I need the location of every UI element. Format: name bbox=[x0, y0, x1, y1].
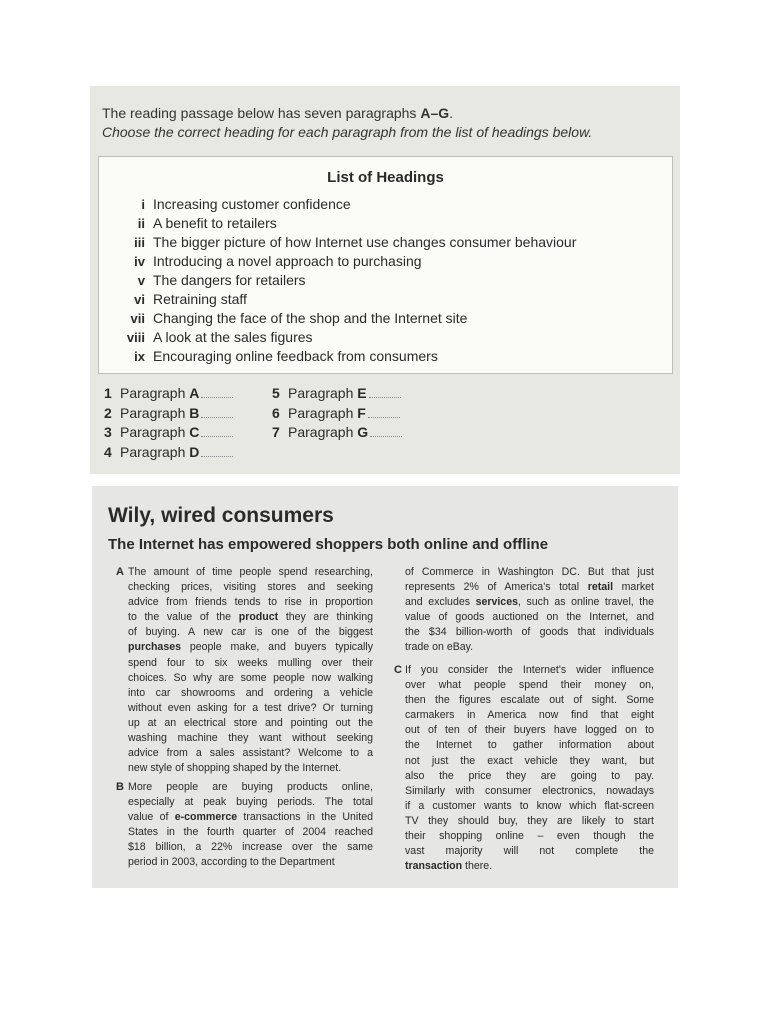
instruction-text: The reading passage below has seven paragraphs bbox=[102, 105, 421, 121]
article-panel bbox=[92, 486, 678, 888]
question-number: 5 bbox=[272, 385, 280, 401]
question-item bbox=[104, 423, 233, 442]
text-line bbox=[128, 686, 373, 701]
heading-item bbox=[109, 252, 422, 271]
paragraph-letter: F bbox=[357, 404, 366, 421]
text-line bbox=[128, 840, 373, 855]
text-line bbox=[128, 610, 373, 625]
question-number: 6 bbox=[272, 404, 280, 421]
heading-numeral: ix bbox=[134, 349, 145, 364]
question-item bbox=[104, 384, 233, 403]
question-number: 3 bbox=[104, 424, 112, 440]
text-run: they are thinking bbox=[278, 611, 373, 624]
instruction-period: . bbox=[449, 105, 454, 121]
text-run: washing machine they want without seeking bbox=[128, 732, 373, 745]
text-line bbox=[128, 625, 373, 640]
question-item bbox=[272, 404, 400, 423]
answer-blank[interactable] bbox=[368, 405, 400, 418]
text-run: of buying. A new car is one of the biggest bbox=[128, 626, 373, 639]
text-line bbox=[128, 825, 373, 840]
text-run: not just the exact vehicle they want, but bbox=[405, 754, 654, 767]
heading-item bbox=[109, 347, 438, 366]
question-label: Paragraph bbox=[120, 424, 190, 440]
text-line bbox=[128, 565, 373, 580]
text-run: checking prices, visiting stores and seeking bbox=[128, 581, 373, 594]
key-term: purchases bbox=[128, 641, 181, 654]
text-run: and excludes bbox=[405, 596, 476, 609]
text-line bbox=[405, 799, 654, 814]
answer-blank[interactable] bbox=[369, 385, 401, 398]
text-run: especially at peak buying periods. The total bbox=[128, 796, 373, 809]
text-run: vast majority will not complete the bbox=[405, 845, 654, 858]
text-run: over what people spend their money on, bbox=[405, 679, 654, 692]
text-line bbox=[128, 746, 373, 761]
text-line bbox=[405, 844, 654, 859]
answer-blank[interactable] bbox=[201, 424, 233, 437]
text-run: market bbox=[613, 581, 654, 594]
text-run: new style of shopping shaped by the Internet. bbox=[128, 762, 342, 775]
question-number: 4 bbox=[104, 443, 112, 460]
paragraph-letter: C bbox=[189, 424, 200, 440]
text-run: into car showrooms and ordering a vehicle bbox=[128, 686, 373, 699]
heading-numeral: viii bbox=[126, 330, 145, 345]
text-run: then the figures escalate out of sight. Some bbox=[405, 694, 654, 707]
text-run: carmakers in America now find that eight bbox=[405, 709, 654, 722]
heading-text: Retraining staff bbox=[153, 291, 247, 307]
text-line bbox=[405, 580, 654, 595]
question-item bbox=[272, 384, 401, 403]
heading-item bbox=[109, 271, 306, 290]
question-label: Paragraph bbox=[288, 424, 358, 440]
heading-item bbox=[109, 290, 247, 309]
text-line bbox=[128, 795, 373, 810]
text-line bbox=[128, 761, 373, 776]
text-run: transactions in the United bbox=[237, 811, 373, 824]
heading-item bbox=[109, 328, 313, 347]
text-run: of Commerce in Washington DC. But that just bbox=[405, 566, 654, 578]
text-line bbox=[405, 769, 654, 784]
key-term: transaction bbox=[405, 860, 463, 873]
text-run: up at an electrical store and pointing out the bbox=[128, 716, 373, 729]
text-run: Similarly with consumer electronics, nowadays bbox=[405, 784, 654, 797]
text-line bbox=[405, 663, 654, 678]
text-line bbox=[405, 625, 654, 640]
text-run: trade on eBay. bbox=[405, 641, 474, 654]
text-run: advice from a sales assistant? Welcome to a bbox=[128, 747, 373, 760]
exercise-panel bbox=[90, 86, 680, 474]
heading-text: Introducing a novel approach to purchasing bbox=[153, 253, 422, 269]
heading-text: A benefit to retailers bbox=[153, 215, 277, 231]
text-run: choices. So why are some people now walking bbox=[128, 671, 373, 684]
text-line bbox=[405, 565, 654, 580]
heading-numeral: vii bbox=[130, 311, 145, 326]
question-number: 1 bbox=[104, 385, 112, 401]
heading-text: Changing the face of the shop and the Internet site bbox=[153, 310, 468, 326]
text-line bbox=[128, 595, 373, 610]
paragraph-letter: D bbox=[189, 443, 200, 460]
paragraph-letter: B bbox=[189, 404, 200, 421]
answer-blank[interactable] bbox=[201, 444, 233, 457]
question-item bbox=[104, 404, 233, 423]
question-label: Paragraph bbox=[288, 404, 358, 421]
text-run: States in the fourth quarter of 2004 reached bbox=[128, 826, 373, 839]
heading-text: The dangers for retailers bbox=[153, 272, 306, 288]
text-run: the $34 billion-worth of goods that individuals bbox=[405, 626, 654, 639]
heading-item bbox=[109, 195, 351, 214]
heading-item bbox=[109, 214, 277, 233]
text-run: their shopping online – even though the bbox=[405, 830, 654, 843]
text-run: people make, and buyers typically bbox=[181, 641, 373, 654]
heading-numeral: iv bbox=[134, 254, 145, 269]
heading-numeral: i bbox=[141, 197, 145, 212]
paragraph-label-a: A bbox=[116, 566, 124, 578]
text-line bbox=[405, 708, 654, 723]
instructions bbox=[102, 104, 592, 142]
heading-item bbox=[109, 233, 576, 252]
text-run: also the price they are going to pay. bbox=[405, 769, 654, 782]
heading-text: Encouraging online feedback from consumers bbox=[153, 348, 438, 364]
heading-text: The bigger picture of how Internet use changes consumer behaviour bbox=[153, 234, 577, 250]
question-item bbox=[272, 423, 402, 442]
text-run: , such as online travel, the bbox=[517, 596, 655, 609]
text-line bbox=[128, 855, 373, 870]
text-line bbox=[405, 678, 654, 693]
heading-numeral: v bbox=[137, 273, 145, 288]
article-subtitle: The Internet has empowered shoppers both online and offline bbox=[108, 536, 549, 553]
paragraph-c bbox=[405, 663, 654, 874]
question-number: 7 bbox=[272, 424, 280, 440]
text-run: there. bbox=[462, 860, 493, 873]
paragraph-letter: E bbox=[357, 385, 367, 401]
question-label: Paragraph bbox=[120, 404, 190, 421]
key-term: e-commerce bbox=[174, 811, 238, 824]
text-run: value of goods auctioned on the Internet, and bbox=[405, 611, 654, 624]
text-run: $18 billion, a 22% increase over the same bbox=[128, 841, 373, 854]
text-run: to the value of the bbox=[128, 611, 239, 624]
answer-blank[interactable] bbox=[201, 385, 233, 398]
paragraph-label-c: C bbox=[394, 664, 402, 676]
article-title: Wily, wired consumers bbox=[108, 504, 334, 527]
question-label: Paragraph bbox=[120, 385, 190, 401]
paragraph-letter: A bbox=[189, 385, 200, 401]
text-run: value of bbox=[128, 811, 175, 824]
headings-title: List of Headings bbox=[327, 169, 444, 186]
text-run: If you consider the Internet's wider influence bbox=[405, 664, 654, 676]
text-run: spend four to six weeks mulling over their bbox=[128, 656, 373, 669]
answer-blank[interactable] bbox=[370, 424, 402, 437]
question-item bbox=[104, 443, 233, 462]
paragraph-b bbox=[128, 780, 373, 871]
text-line bbox=[128, 701, 373, 716]
text-run: represents 2% of America's total bbox=[405, 581, 588, 594]
text-line bbox=[128, 656, 373, 671]
heading-numeral: ii bbox=[137, 216, 145, 231]
headings-box bbox=[98, 156, 673, 374]
instruction-line-1 bbox=[102, 104, 592, 123]
text-line bbox=[128, 671, 373, 686]
paragraph-b-continued bbox=[405, 565, 654, 656]
heading-numeral: iii bbox=[134, 235, 145, 250]
instruction-line-2: Choose the correct heading for each paragraph from the list of headings below. bbox=[102, 124, 593, 140]
text-run: TV they should buy, they are likely to start bbox=[405, 814, 654, 827]
paragraph-a bbox=[128, 565, 373, 776]
heading-numeral: vi bbox=[134, 292, 145, 307]
text-run: the Internet to gather information about bbox=[405, 739, 654, 752]
text-run: The amount of time people spend researching, bbox=[128, 566, 373, 578]
text-run: advice from friends tends to rise in proportion bbox=[128, 596, 373, 609]
heading-item bbox=[109, 309, 467, 328]
question-label: Paragraph bbox=[288, 385, 358, 401]
text-line bbox=[405, 738, 654, 753]
text-line bbox=[405, 595, 654, 610]
text-line bbox=[128, 640, 373, 655]
answer-blank[interactable] bbox=[201, 405, 233, 418]
text-line bbox=[405, 814, 654, 829]
text-line bbox=[128, 731, 373, 746]
text-run: if a customer wants to know which flat-screen bbox=[405, 799, 654, 812]
text-line bbox=[128, 780, 373, 795]
text-line bbox=[128, 810, 373, 825]
question-label: Paragraph bbox=[120, 443, 190, 460]
key-term: retail bbox=[587, 581, 614, 594]
text-line bbox=[128, 580, 373, 595]
text-line bbox=[128, 716, 373, 731]
text-run: out of ten of their buyers have logged on to bbox=[405, 724, 654, 737]
text-line bbox=[405, 610, 654, 625]
paragraph-letter: G bbox=[357, 424, 369, 440]
key-term: product bbox=[238, 611, 279, 624]
text-line bbox=[405, 754, 654, 769]
text-run: period in 2003, according to the Department bbox=[128, 856, 335, 869]
text-line bbox=[405, 640, 654, 655]
key-term: services bbox=[475, 596, 518, 609]
heading-text: Increasing customer confidence bbox=[153, 196, 351, 212]
text-line bbox=[405, 784, 654, 799]
heading-text: A look at the sales figures bbox=[153, 329, 313, 345]
paragraph-range: A–G bbox=[420, 105, 450, 121]
text-run: More people are buying products online, bbox=[128, 781, 373, 793]
text-line bbox=[405, 693, 654, 708]
text-line bbox=[405, 859, 654, 874]
text-line bbox=[405, 829, 654, 844]
paragraph-label-b: B bbox=[116, 781, 124, 793]
text-run: without even asking for a test drive? Or turning bbox=[128, 701, 373, 714]
question-number: 2 bbox=[104, 404, 112, 421]
text-line bbox=[405, 723, 654, 738]
